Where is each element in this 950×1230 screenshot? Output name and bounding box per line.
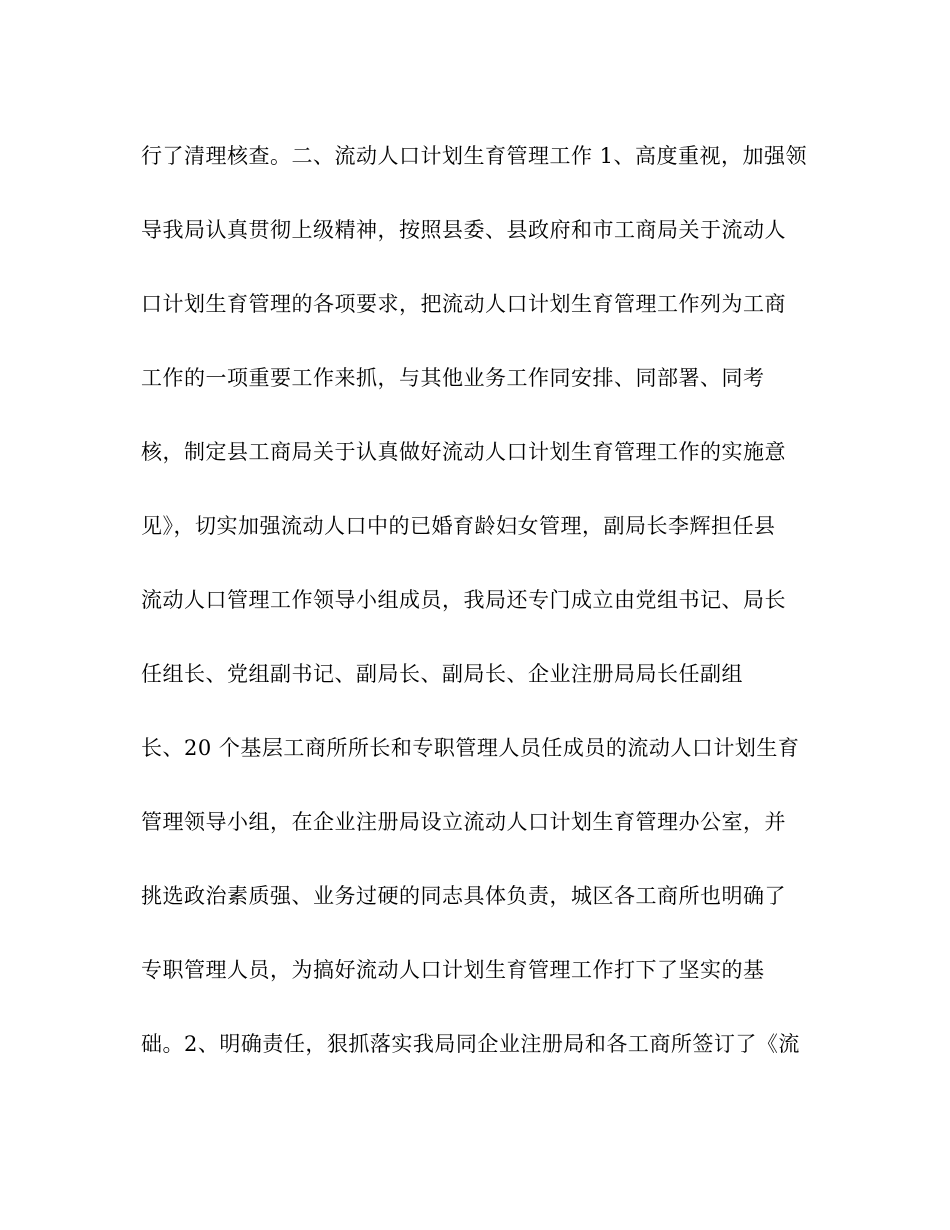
text-line: 专职管理人员，为搞好流动人口计划生育管理工作打下了坚实的基 [141, 958, 765, 982]
text-line: 核，制定县工商局关于认真做好流动人口计划生育管理工作的实施意 [141, 440, 786, 464]
text-line: 导我局认真贯彻上级精神，按照县委、县政府和市工商局关于流动人 [141, 218, 786, 242]
text-line: 流动人口管理工作领导小组成员，我局还专门成立由党组书记、局长 [141, 588, 786, 612]
text-line: 行了清理核查。二、流动人口计划生育管理工作 1、高度重视，加强领 [141, 144, 808, 168]
text-line: 长、20 个基层工商所所长和专职管理人员任成员的流动人口计划生育 [141, 736, 800, 760]
text-line: 挑选政治素质强、业务过硬的同志具体负责，城区各工商所也明确了 [141, 884, 786, 908]
text-line: 管理领导小组，在企业注册局设立流动人口计划生育管理办公室，并 [141, 810, 786, 834]
text-line: 见》，切实加强流动人口中的已婚育龄妇女管理，副局长李辉担任县 [141, 514, 776, 538]
text-line: 工作的一项重要工作来抓，与其他业务工作同安排、同部署、同考 [141, 366, 765, 390]
text-line: 础。2、明确责任，狠抓落实我局同企业注册局和各工商所签订了《流 [141, 1032, 800, 1056]
document-body [141, 136, 831, 1098]
text-line: 口计划生育管理的各项要求，把流动人口计划生育管理工作列为工商 [141, 292, 786, 316]
text-line: 任组长、党组副书记、副局长、副局长、企业注册局局长任副组 [141, 662, 743, 686]
